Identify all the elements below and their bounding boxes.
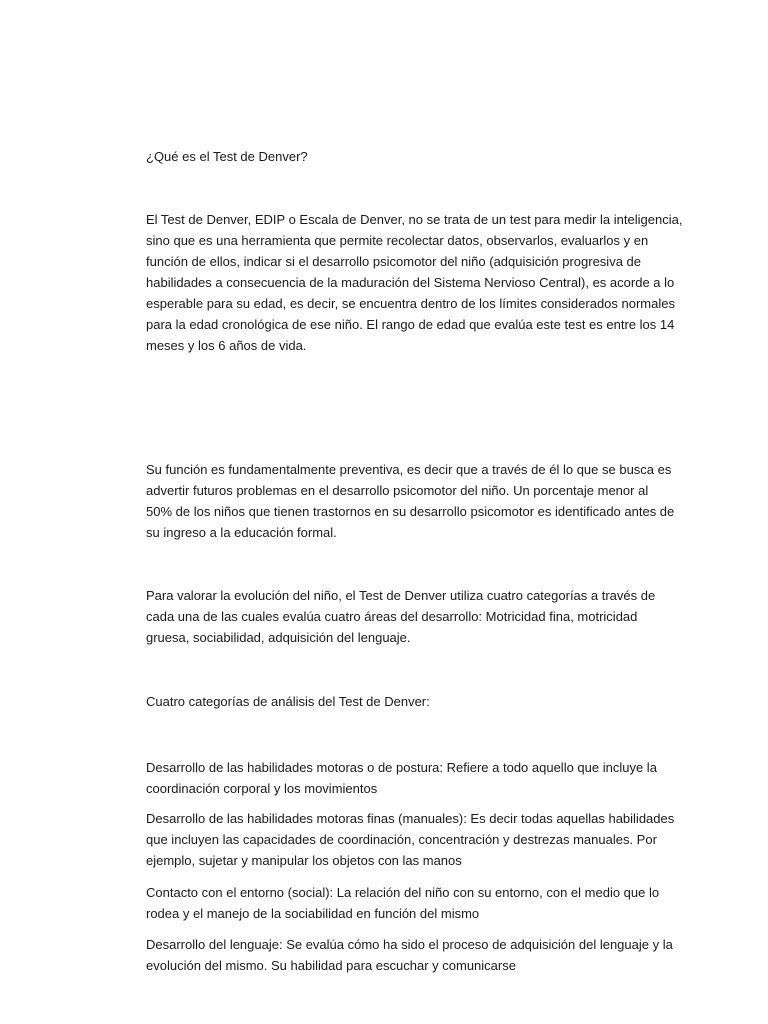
- paragraph-line: Desarrollo de las habilidades motoras o de postura: Refiere a todo aquello que incluye la: [146, 760, 657, 775]
- paragraph-line: meses y los 6 años de vida.: [146, 338, 307, 353]
- paragraph-line: cada una de las cuales evalúa cuatro áreas del desarrollo: Motricidad fina, motricidad: [146, 609, 638, 624]
- paragraph-line: Desarrollo del lenguaje: Se evalúa cómo ha sido el proceso de adquisición del lenguaje y la: [146, 937, 673, 952]
- paragraph-line: gruesa, sociabilidad, adquisición del lenguaje.: [146, 630, 411, 645]
- paragraph-line: su ingreso a la educación formal.: [146, 525, 337, 540]
- paragraph-line: Contacto con el entorno (social): La relación del niño con su entorno, con el medio que lo: [146, 885, 660, 900]
- paragraph-line: 50% de los niños que tienen trastornos en su desarrollo psicomotor es identificado antes de: [146, 504, 675, 519]
- category-item-motor: [146, 757, 686, 799]
- heading-line: ¿Qué es el Test de Denver?: [146, 149, 308, 164]
- paragraph-line: sino que es una herramienta que permite recolectar datos, observarlos, evaluarlos y en: [146, 233, 649, 248]
- paragraph-line: habilidades a consecuencia de la maduración del Sistema Nervioso Central), es acorde a lo: [146, 275, 675, 290]
- paragraph-line: Desarrollo de las habilidades motoras finas (manuales): Es decir todas aquellas habilidades: [146, 811, 675, 826]
- paragraph-line: Su función es fundamentalmente preventiva, es decir que a través de él lo que se busca es: [146, 462, 672, 477]
- category-item-language: [146, 934, 686, 976]
- function-paragraph: [146, 459, 686, 543]
- category-item-social: [146, 882, 686, 924]
- categories-intro-paragraph: [146, 585, 686, 648]
- paragraph-line: para la edad cronológica de ese niño. El rango de edad que evalúa este test es entre los 14: [146, 317, 675, 332]
- paragraph-line: función de ellos, indicar si el desarrollo psicomotor del niño (adquisición progresiva de: [146, 254, 641, 269]
- category-item-fine-motor: [146, 808, 686, 871]
- paragraph-line: ejemplo, sujetar y manipular los objetos con las manos: [146, 853, 462, 868]
- paragraph-line: rodea y el manejo de la sociabilidad en función del mismo: [146, 906, 480, 921]
- paragraph-line: Para valorar la evolución del niño, el Test de Denver utiliza cuatro categorías a través de: [146, 588, 656, 603]
- categories-heading: [146, 691, 686, 712]
- paragraph-line: advertir futuros problemas en el desarrollo psicomotor del niño. Un porcentaje menor al: [146, 483, 649, 498]
- paragraph-line: evolución del mismo. Su habilidad para escuchar y comunicarse: [146, 958, 516, 973]
- paragraph-line: coordinación corporal y los movimientos: [146, 781, 378, 796]
- paragraph-line: El Test de Denver, EDIP o Escala de Denver, no se trata de un test para medir la inteligencia,: [146, 212, 683, 227]
- paragraph-line: que incluyen las capacidades de coordinación, concentración y destrezas manuales. Por: [146, 832, 657, 847]
- paragraph-line: esperable para su edad, es decir, se encuentra dentro de los límites considerados normales: [146, 296, 675, 311]
- intro-paragraph: [146, 209, 686, 356]
- heading-line: Cuatro categorías de análisis del Test de Denver:: [146, 694, 430, 709]
- document-heading: [146, 146, 686, 167]
